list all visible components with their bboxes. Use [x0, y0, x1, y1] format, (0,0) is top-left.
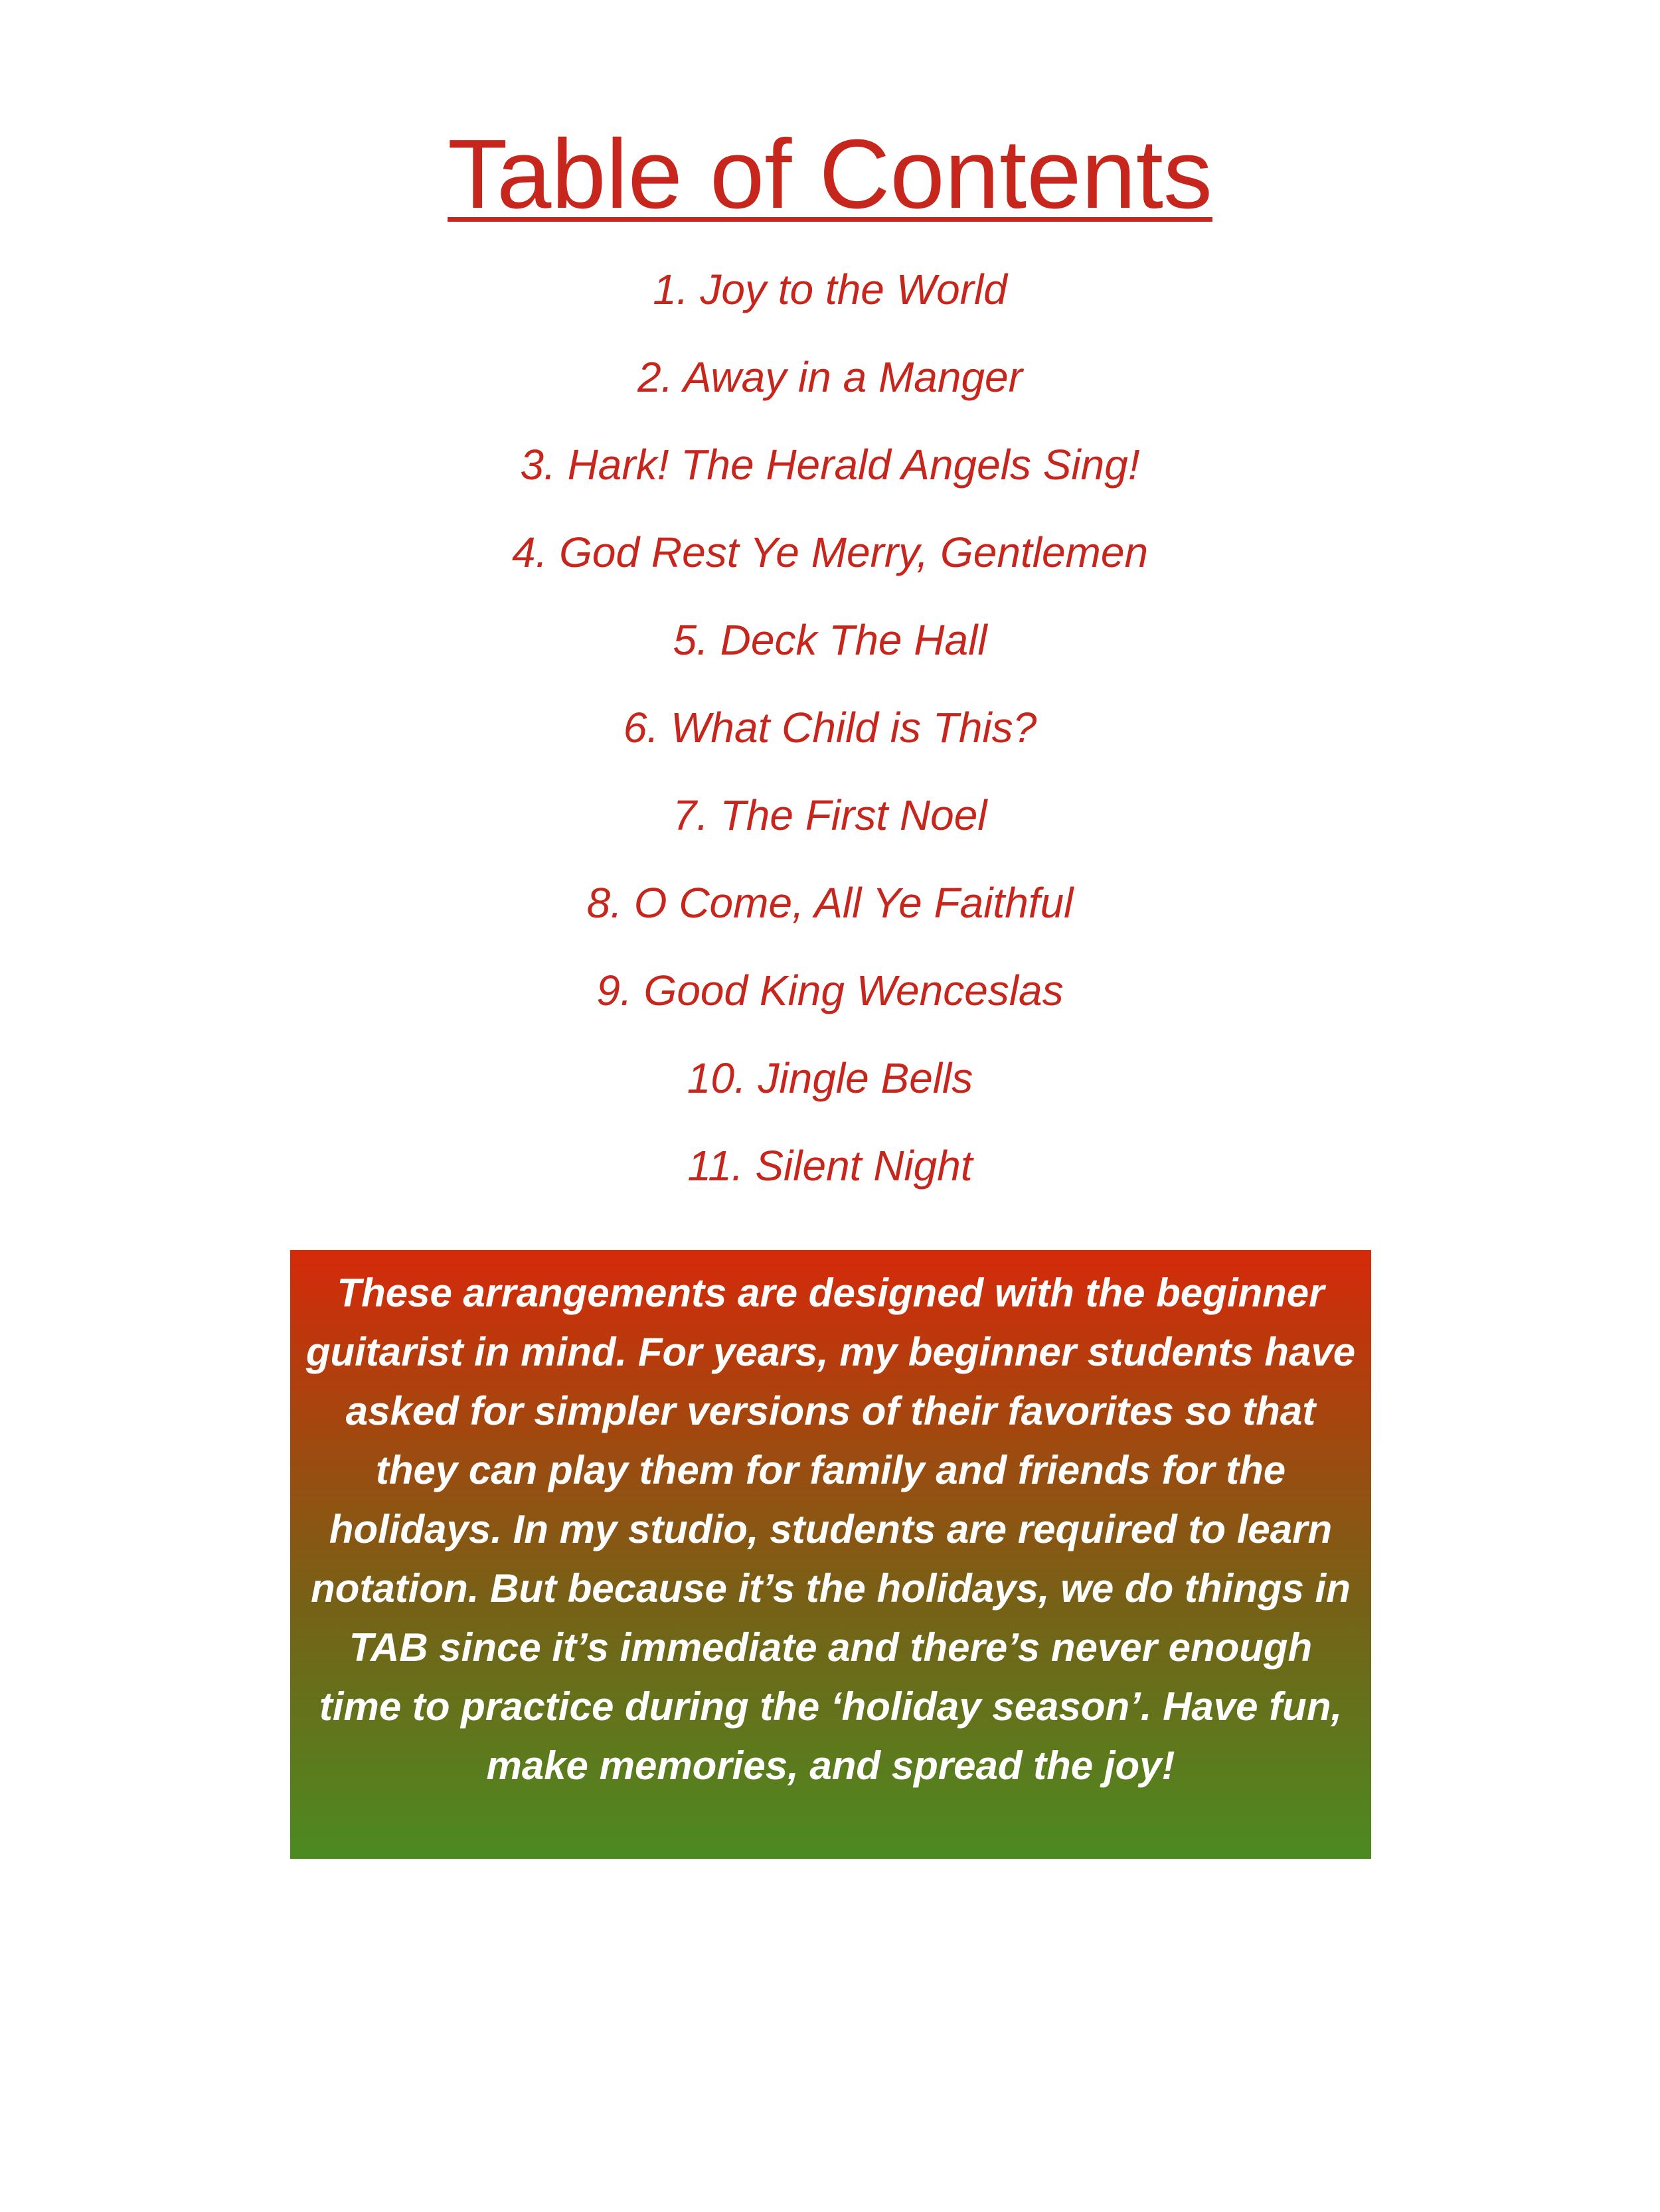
intro-box [290, 1250, 1371, 1859]
toc-item-9: 9. Good King Wenceslas [596, 967, 1064, 1014]
table-of-contents-list [0, 263, 1660, 1227]
toc-item-1: 1. Joy to the World [653, 266, 1007, 313]
toc-item-4: 4. God Rest Ye Merry, Gentlemen [511, 528, 1149, 576]
toc-item-2: 2. Away in a Manger [637, 353, 1023, 401]
page-title [0, 116, 1660, 232]
intro-paragraph: These arrangements are designed with the beginner guitarist in mind. For years, my beginner students have asked for simpler versions of their favorites so that they can play them for family and friends for the holidays. In my studio, students are required to learn notation. But because it’s the holidays, we do things in TAB since it’s immediate and there’s never enough time to practice during the ‘holiday season’. Have fun, make memories, and spread the joy! [305, 1271, 1356, 1788]
page-title-text: Table of Contents [448, 119, 1212, 229]
toc-item-7: 7. The First Noel [673, 791, 987, 839]
toc-item-5: 5. Deck The Hall [673, 616, 987, 664]
toc-item-10: 10. Jingle Bells [687, 1054, 973, 1102]
toc-item-6: 6. What Child is This? [623, 704, 1037, 751]
toc-item-3: 3. Hark! The Herald Angels Sing! [520, 441, 1140, 489]
toc-item-8: 8. O Come, All Ye Faithful [586, 879, 1074, 927]
toc-item-11: 11. Silent Night [687, 1142, 973, 1190]
